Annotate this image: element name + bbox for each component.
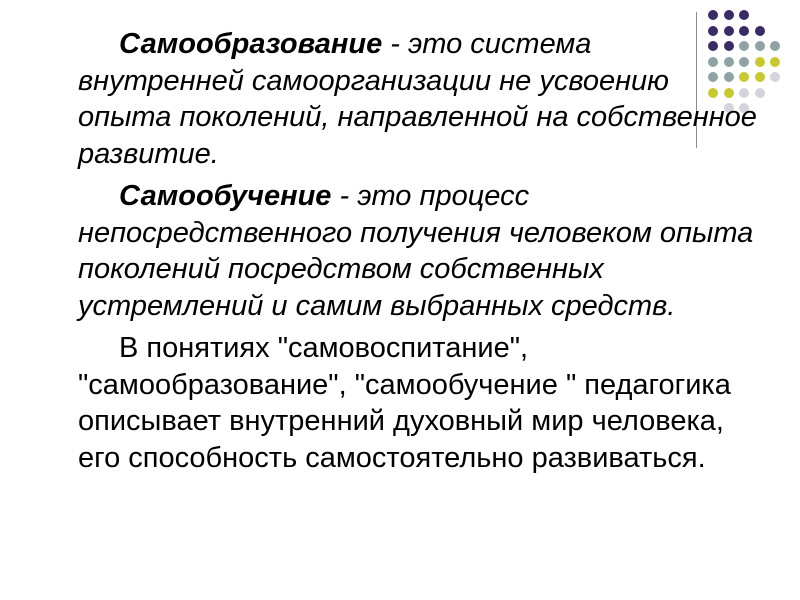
term-self-learning: Самообучение	[119, 180, 332, 212]
paragraph-concepts	[78, 330, 758, 476]
slide-body	[78, 26, 758, 482]
decorative-dot	[739, 10, 749, 20]
concepts-text: В понятиях "самовоспитание", "самообразование", "самообучение " педагогика описывает внутренний духовный мир человека, его способность самостоятельно развиваться.	[78, 332, 731, 474]
paragraph-self-education	[78, 26, 758, 172]
definition-self-education: - это система внутренней самоорганизации не усвоению опыта поколений, направленной на собственное развитие.	[78, 28, 757, 170]
decorative-dot	[770, 41, 780, 51]
decorative-dot	[708, 10, 718, 20]
decorative-dot	[770, 72, 780, 82]
term-self-education: Самообразование	[119, 28, 383, 60]
decorative-dot	[724, 10, 734, 20]
paragraph-self-learning	[78, 178, 758, 324]
definition-self-learning: - это процесс непосредственного получения человеком опыта поколений посредством собственных устремлений и самим выбранных средств.	[78, 180, 754, 322]
decorative-dot	[770, 57, 780, 67]
